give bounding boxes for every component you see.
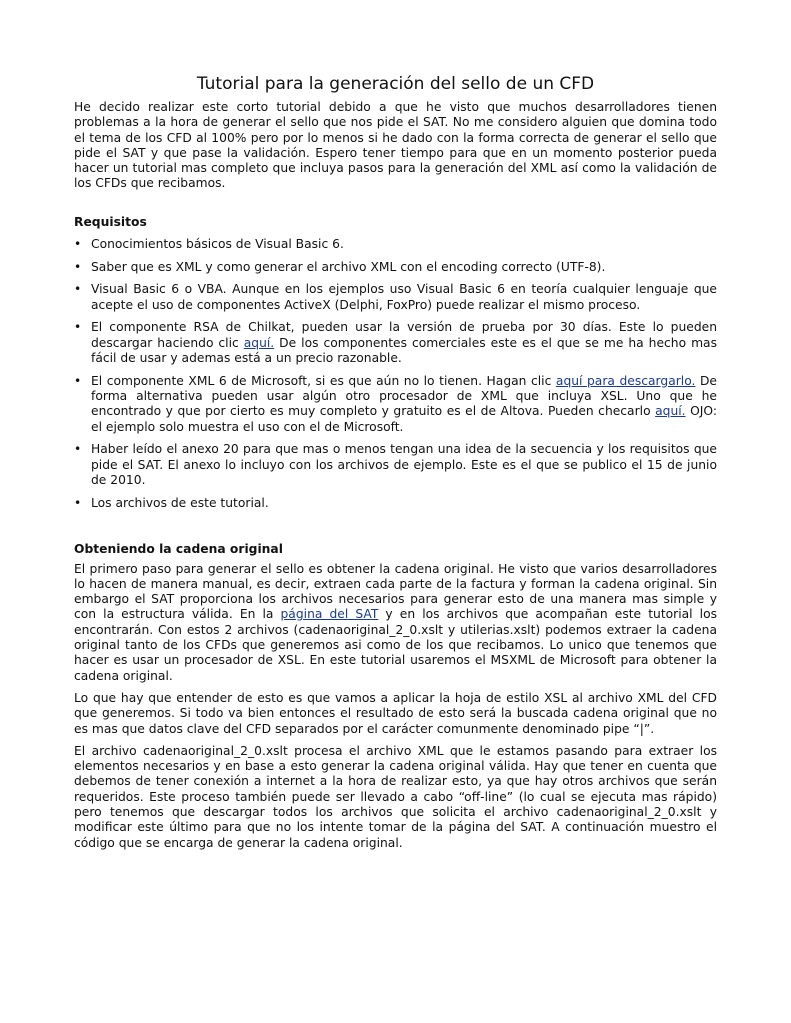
bullet-icon: • bbox=[74, 259, 82, 274]
intro-paragraph: He decido realizar este corto tutorial debido a que he visto que muchos desarrolladores tienen problemas a la hora de generar el sello que nos pide el SAT. No me considero alguien que domina todo el tema de los CFD al 100% pero por lo menos si he dado con la forma correcta de generar el sello que pide el SAT y que pase la validación. Espero tener tiempo para que en un momento posterior pueda hacer un tutorial mas completo que incluya pasos para la generación del XML así como la validación de los CFDs que recibamos. bbox=[74, 100, 717, 191]
bullet-icon: • bbox=[74, 373, 82, 388]
bullet-icon: • bbox=[74, 495, 82, 510]
msxml-download-link[interactable]: aquí para descargarlo. bbox=[555, 373, 696, 388]
list-item: • Saber que es XML y como generar el archivo XML con el encoding correcto (UTF-8). bbox=[74, 259, 606, 274]
document-page bbox=[74, 74, 717, 851]
list-item: • Visual Basic 6 o VBA. Aunque en los ejemplos uso Visual Basic 6 en teoría cualquier lenguaje que acepte el uso de componentes ActiveX (Delphi, FoxPro) puede realizar el mismo proceso. bbox=[74, 282, 717, 312]
list-item: • Los archivos de este tutorial. bbox=[74, 495, 269, 510]
bullet-icon: • bbox=[74, 320, 82, 335]
altova-link[interactable]: aquí. bbox=[655, 404, 686, 419]
bullet-icon: • bbox=[74, 442, 82, 457]
bullet-icon: • bbox=[74, 282, 82, 297]
list-item: • Conocimientos básicos de Visual Basic 6. bbox=[74, 237, 344, 252]
list-item: • El componente RSA de Chilkat, pueden usar la versión de prueba por 30 días. Este lo pueden descargar haciendo clic aquí. De los componentes comerciales este es el que se me ha hecho mas fácil de usar y ademas está a un precio razonable. bbox=[74, 320, 717, 366]
list-item: • Haber leído el anexo 20 para que mas o menos tengan una idea de la secuencia y los requisitos que pide el SAT. El anexo lo incluyo con los archivos de ejemplo. Este es el que se publico el 15 de junio de 2010. bbox=[74, 442, 717, 487]
requisitos-heading: Requisitos bbox=[74, 214, 147, 229]
list-item: • El componente XML 6 de Microsoft, si es que aún no lo tienen. Hagan clic aquí para descargarlo. De forma alternativa pueden usar algún otro procesador de XML que incluya XSL. Uno que he encontrado y que por cierto es muy completo y gratuito es el de Altova. Pueden checarlo aquí. OJO: el ejemplo solo muestra el uso con el de Microsoft. bbox=[74, 373, 717, 434]
cadena-heading: Obteniendo la cadena original bbox=[74, 542, 283, 557]
bullet-icon: • bbox=[74, 237, 82, 252]
sat-page-link[interactable]: página del SAT bbox=[280, 607, 379, 622]
chilkat-download-link[interactable]: aquí. bbox=[243, 335, 275, 350]
requisitos-list bbox=[74, 237, 717, 511]
cadena-paragraph-3: El archivo cadenaoriginal_2_0.xslt procesa el archivo XML que le estamos pasando para extraer los elementos necesarios y en base a esto generar la cadena original válida. Hay que tener en cuenta que debemos de tener conexión a internet a la hora de realizar esto, ya que hay otros archivos que serán requeridos. Este proceso también puede ser llevado a cabo “off-line” (lo cual se ejecuta mas rápido) pero tenemos que descargar todos los archivos que solicita el archivo cadenaoriginal_2_0.xslt y modificar este último para que no los intente tomar de la página del SAT. A continuación muestro el código que se encarga de generar la cadena original. bbox=[74, 743, 717, 850]
cadena-paragraph-1: El primero paso para generar el sello es obtener la cadena original. He visto que varios desarrolladores lo hacen de manera manual, es decir, extraen cada parte de la factura y forman la cadena original. Sin embargo el SAT proporciona los archivos necesarios para generar esto de una manera mas simple y con la estructura válida. En la página del SAT y en los archivos que acompañan este tutorial los encontrarán. Con estos 2 archivos (cadenaoriginal_2_0.xslt y utilerias.xslt) podemos extraer la cadena original tanto de los CFDs que generemos asi como de los que recibamos. Lo unico que tenemos que hacer es usar un procesador de XSL. En este tutorial usaremos el MSXML de Microsoft para obtener la cadena original. bbox=[74, 561, 718, 683]
page-title: Tutorial para la generación del sello de un CFD bbox=[196, 74, 595, 94]
cadena-paragraph-2: Lo que hay que entender de esto es que vamos a aplicar la hoja de estilo XSL al archivo XML del CFD que generemos. Si todo va bien entonces el resultado de esto será la buscada cadena original que no es mas que datos clave del CFD separados por el carácter comunmente denominado pipe “|”. bbox=[74, 690, 717, 736]
